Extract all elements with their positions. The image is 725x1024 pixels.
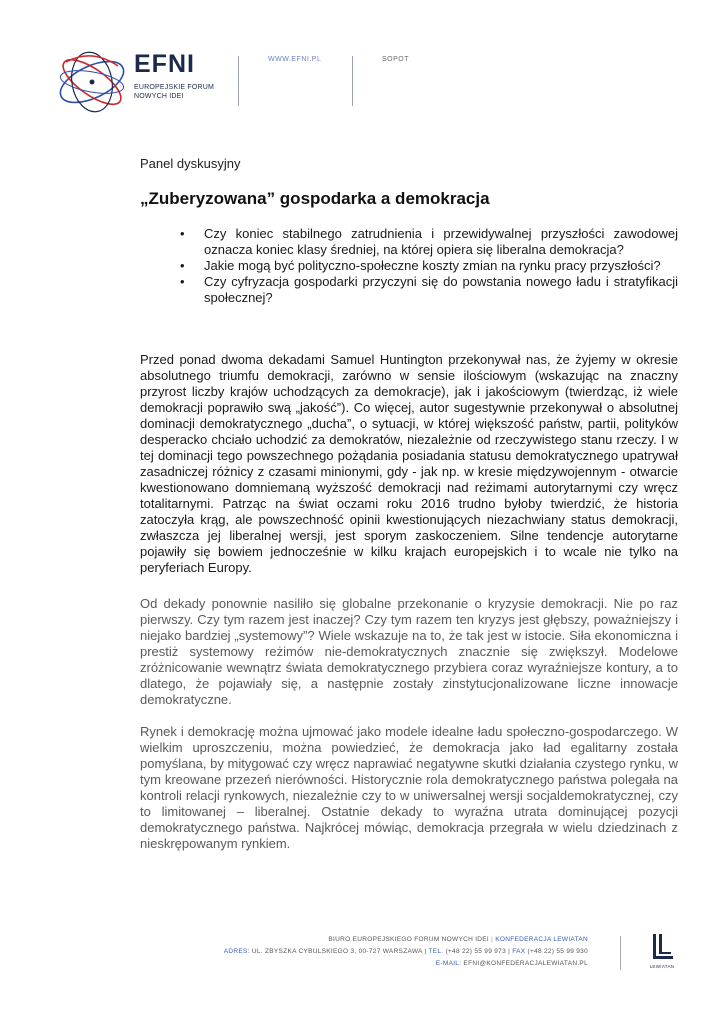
list-item: • Czy cyfryzacja gospodarki przyczyni się do powstania nowego ładu i stratyfikacji społecznej? bbox=[180, 274, 678, 306]
footer-org-line bbox=[150, 934, 588, 946]
brand-name: EFNI bbox=[134, 50, 195, 78]
list-item: • Jakie mogą być polityczno-społeczne koszty zmian na rynku pracy przyszłości? bbox=[180, 258, 678, 274]
page-footer bbox=[150, 934, 588, 970]
footer-address-line bbox=[150, 946, 588, 958]
tel-label: TEL. bbox=[428, 948, 444, 955]
website-link[interactable]: WWW.EFNI.PL bbox=[268, 56, 322, 63]
efni-brand bbox=[134, 52, 214, 101]
document-label: Panel dyskusyjny bbox=[140, 156, 241, 171]
efni-globe-logo-icon bbox=[52, 44, 132, 120]
lewiatan-logo-icon bbox=[646, 932, 678, 962]
document-title: „Zuberyzowana” gospodarka a demokracja bbox=[140, 189, 490, 208]
brand-sub-line2: NOWYCH IDEI bbox=[134, 93, 184, 100]
paragraph-2: Od dekady ponownie nasiliło się globalne przekonanie o kryzysie demokracji. Nie po raz pierwszy. Czy tym razem jest inaczej? Czy tym razem ten kryzys jest głębszy, poważniejszy i niejako bardziej „systemowy”? Wiele wskazuje na to, że tak jest w istocie. Siła ekonomiczna i prestiż systemowy reżimów nie-demokratycznych znacznie się zwiększył. Modelowe zróżnicowanie wewnątrz świata demokratycznego przybiera coraz wyraźniejsze kontury, a to dlatego, że pojawiały się, a następnie zostały zinstytucjonalizowane liczne innowacje demokratyczne. bbox=[140, 596, 678, 707]
footer-divider bbox=[620, 936, 621, 970]
list-item: • Czy koniec stabilnego zatrudnienia i przewidywalnej przyszłości zawodowej oznacza koniec klasy średniej, na której opiera się liberalna demokracja? bbox=[180, 226, 678, 258]
questions-list bbox=[180, 226, 678, 306]
email-label: E-MAIL: bbox=[435, 960, 462, 967]
city-label: SOPOT bbox=[382, 56, 410, 63]
fax-value: (+48 22) 55 99 930 bbox=[525, 948, 588, 955]
paragraph-3: Rynek i demokrację można ujmować jako modele idealne ładu społeczno-gospodarczego. W wielkim uproszczeniu, można powiedzieć, że demokracja jako ład egalitarny została pomyślana, by mitygować czy wręcz naprawiać negatywne skutki działania czystego rynku, w tym kreowane przezeń nierówności. Historycznie rola demokratycznego państwa polegała na kontroli relacji rynkowych, niezależnie czy to w uniwersalnej wersji socjaldemokratycznej, czy to limitowanej – liberalnej. Ostatnie dekady to wyraźna utrata dominującej pozycji demokratycznego państwa. Najkrócej mówiąc, demokracja przegrała w wielu dziedzinach z nieskrępowanym rynkiem. bbox=[140, 724, 678, 851]
brand-subtitle bbox=[134, 83, 214, 101]
header-divider-1 bbox=[238, 56, 239, 106]
footer-confederation: KONFEDERACJA LEWIATAN bbox=[495, 936, 588, 943]
paragraph-1: Przed ponad dwoma dekadami Samuel Huntington przekonywał nas, że żyjemy w okresie absolutnego triumfu demokracji, zarówno w sensie ilościowym (wskazując na znaczny przyrost liczby krajów uchodzących za demokracje), jak i jakościowym (twierdząc, iż wiele demokracji poprawiło swą „jakość”). Co więcej, autor sugestywnie przekonywał o absolutnej dominacji demokratycznego „ducha”, o sytuacji, w której większość państw, partii, polityków desperacko chciało uchodzić za demokratów, niezależnie od rzeczywistego stanu rzeczy. I w tej dominacji tego powszechnego pożądania posiadania statusu demokratycznego upatrywał zasadniczej różnicy z czasami minionymi, gdy - jak np. w kresie międzywojennym - otwarcie kwestionowano domniemaną wyższość demokracji nad reżimami autorytarnymi czy wręcz totalitarnymi. Patrząc na świat oczami roku 2016 trudno byłoby twierdzić, że historia zatoczyła krąg, ale powszechność opinii kwestionujących niezachwiany status demokracji, zwłaszcza jej liberalnej wersji, jest sporym zaskoczeniem. Silne tendencje autorytarne pojawiły się bowiem jednocześnie w kilku krajach europejskich i to wcale nie tylko na peryferiach Europy. bbox=[140, 352, 678, 575]
tel-value: (+48 22) 55 99 973 | bbox=[443, 948, 513, 955]
footer-separator: | bbox=[489, 936, 496, 943]
lewiatan-label: LEWIATAN bbox=[649, 964, 675, 969]
footer-org: BIURO EUROPEJSKIEGO FORUM NOWYCH IDEI bbox=[328, 936, 490, 943]
fax-label: FAX bbox=[512, 948, 526, 955]
brand-sub-line1: EUROPEJSKIE FORUM bbox=[134, 84, 215, 91]
page-header bbox=[0, 0, 725, 130]
footer-email-line bbox=[150, 958, 588, 970]
header-divider-2 bbox=[352, 56, 353, 106]
address-value: UL. ZBYSZKA CYBULSKIEGO 3, 00-727 WARSZAWA | bbox=[249, 948, 429, 955]
address-label: ADRES: bbox=[223, 948, 250, 955]
email-value[interactable]: EFNI@KONFEDERACJALEWIATAN.PL bbox=[461, 960, 588, 967]
